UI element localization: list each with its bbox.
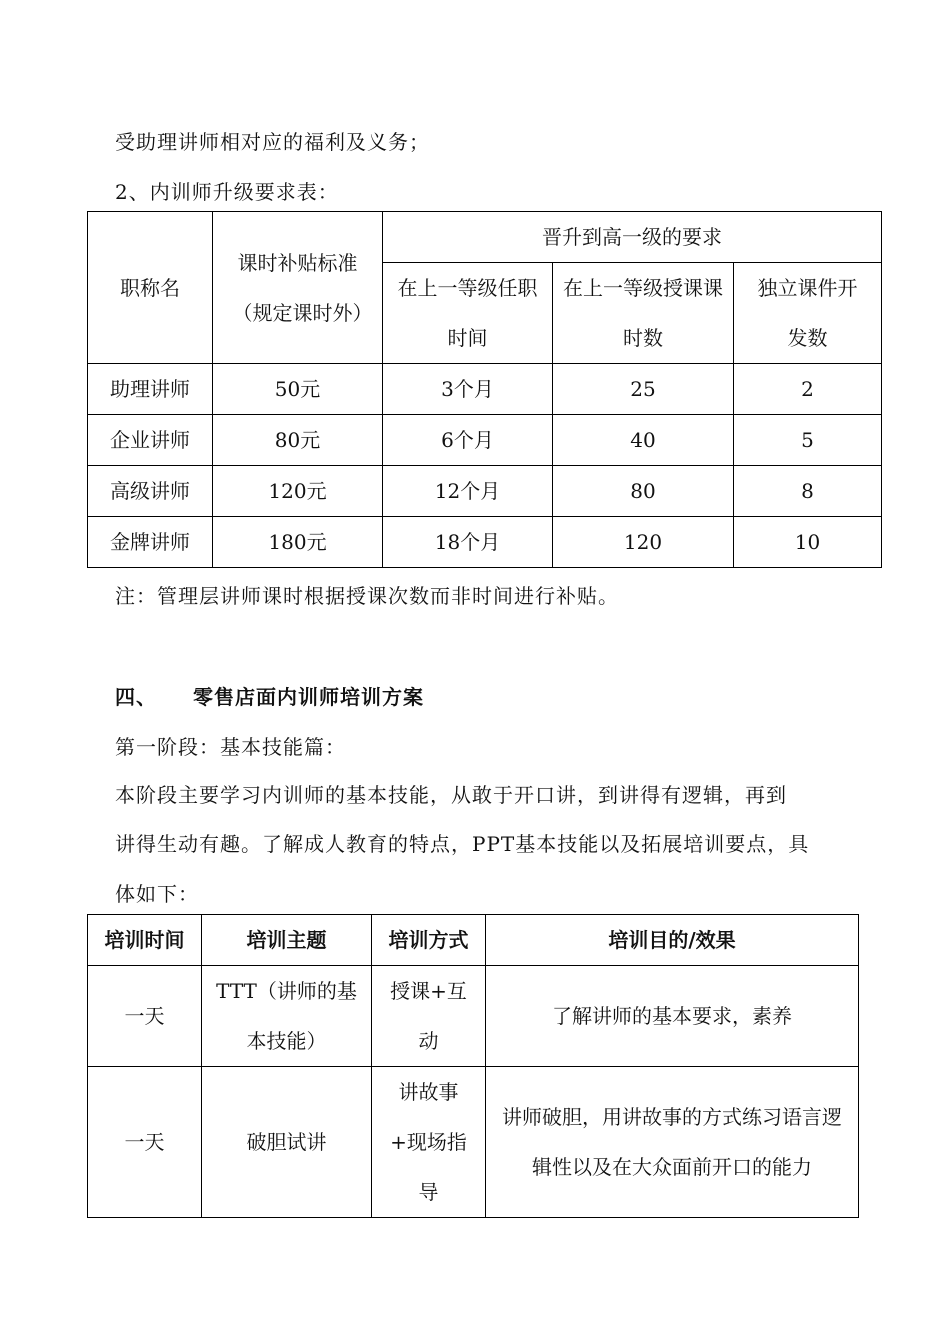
header-tenure: 在上一等级任职时间 (383, 263, 553, 364)
upgrade-requirements-table (87, 211, 882, 568)
header-promotion-requirements: 晋升到高一级的要求 (383, 212, 882, 263)
section-4-heading (115, 681, 424, 710)
header-courseware-count: 独立课件开发数 (734, 263, 882, 364)
header-training-method: 培训方式 (372, 915, 486, 966)
header-title-name: 职称名 (88, 212, 213, 364)
section-4-title: 零售店面内训师培训方案 (193, 685, 424, 709)
header-training-time: 培训时间 (88, 915, 202, 966)
stage-1-heading: 第一阶段：基本技能篇： (115, 735, 346, 759)
stage-1-paragraph-line-1: 本阶段主要学习内训师的基本技能，从敢于开口讲，到讲得有逻辑，再到 (115, 783, 787, 807)
stage-1-paragraph-line-2: 讲得生动有趣。了解成人教育的特点，PPT基本技能以及拓展培训要点，具 (115, 832, 810, 856)
table-row: 一天 TTT（讲师的基本技能） 授课+互动 了解讲师的基本要求，素养 (88, 966, 859, 1067)
section-2-heading: 2、内训师升级要求表： (115, 180, 339, 204)
header-hour-fee: 课时补贴标准（规定课时外） (213, 212, 383, 364)
table-row: 助理讲师 50元 3个月 25 2 (88, 364, 882, 415)
header-training-goal: 培训目的/效果 (486, 915, 859, 966)
table-row: 金牌讲师 180元 18个月 120 10 (88, 517, 882, 568)
header-teaching-hours: 在上一等级授课课时数 (553, 263, 734, 364)
table-row: 高级讲师 120元 12个月 80 8 (88, 466, 882, 517)
header-training-topic: 培训主题 (202, 915, 372, 966)
section-4-number: 四、 (115, 685, 157, 709)
stage-1-paragraph-line-3: 体如下： (115, 882, 199, 906)
training-plan-table (87, 914, 859, 1218)
table-row: 一天 破胆试讲 讲故事+现场指导 讲师破胆，用讲故事的方式练习语言逻辑性以及在大众面前开口的能力 (88, 1067, 859, 1218)
table-note: 注：管理层讲师课时根据授课次数而非时间进行补贴。 (115, 584, 619, 608)
intro-line: 受助理讲师相对应的福利及义务； (115, 130, 430, 154)
table-row: 企业讲师 80元 6个月 40 5 (88, 415, 882, 466)
